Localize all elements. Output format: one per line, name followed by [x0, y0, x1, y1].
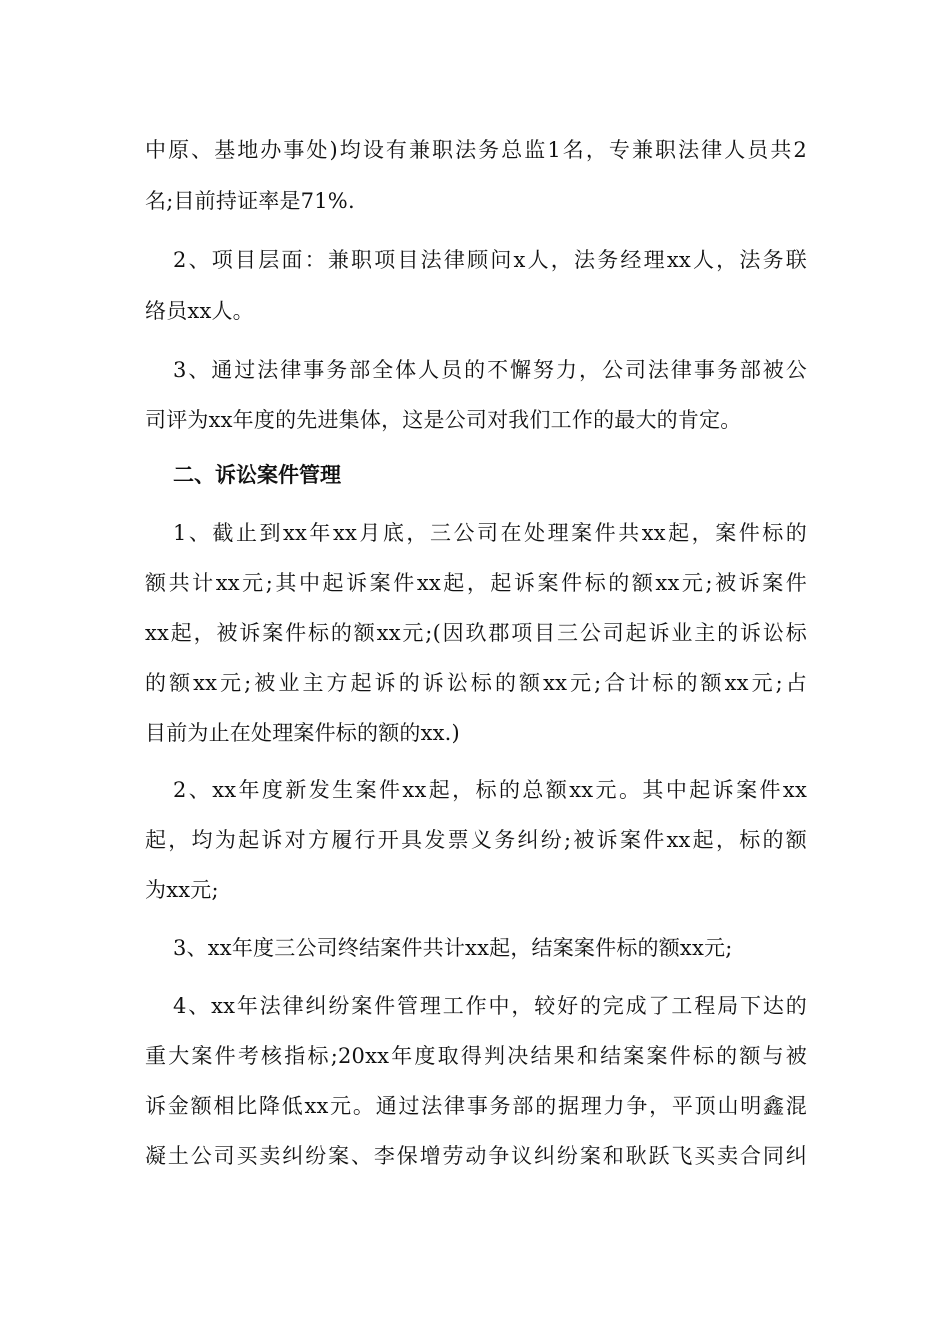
body-text-line: 为xx元;: [145, 878, 219, 902]
body-text-line: 名;目前持证率是71%.: [145, 189, 355, 213]
body-text-line: 司评为xx年度的先进集体，这是公司对我们工作的最大的肯定。: [145, 408, 742, 432]
list-item-line: 3、xx年度三公司终结案件共计xx起，结案案件标的额xx元;: [173, 936, 733, 960]
body-text-line: 中原、基地办事处)均设有兼职法务总监1名，专兼职法律人员共2: [145, 138, 807, 162]
body-text-line: 重大案件考核指标;20xx年度取得判决结果和结案案件标的额与被: [145, 1044, 807, 1068]
list-item-line: 2、项目层面：兼职项目法律顾问x人，法务经理xx人，法务联: [173, 248, 807, 272]
list-item-line: 1、截止到xx年xx月底，三公司在处理案件共xx起，案件标的: [173, 521, 807, 545]
list-item-line: 2、xx年度新发生案件xx起，标的总额xx元。其中起诉案件xx: [173, 778, 807, 802]
section-heading: 二、诉讼案件管理: [173, 463, 341, 487]
body-text-line: 诉金额相比降低xx元。通过法律事务部的据理力争，平顶山明鑫混: [145, 1094, 807, 1118]
list-item-line: 3、通过法律事务部全体人员的不懈努力，公司法律事务部被公: [173, 358, 807, 382]
body-text-line: 络员xx人。: [145, 299, 254, 323]
body-text-line: 的额xx元;被业主方起诉的诉讼标的额xx元;合计标的额xx元;占: [145, 671, 807, 695]
body-text-line: xx起，被诉案件标的额xx元;(因玖郡项目三公司起诉业主的诉讼标: [145, 621, 807, 645]
body-text-line: 目前为止在处理案件标的额的xx.): [145, 721, 460, 745]
body-text-line: 凝土公司买卖纠纷案、李保增劳动争议纠纷案和耿跃飞买卖合同纠: [145, 1144, 807, 1168]
body-text-line: 额共计xx元;其中起诉案件xx起，起诉案件标的额xx元;被诉案件: [145, 571, 807, 595]
list-item-line: 4、xx年法律纠纷案件管理工作中，较好的完成了工程局下达的: [173, 994, 807, 1018]
body-text-line: 起，均为起诉对方履行开具发票义务纠纷;被诉案件xx起，标的额: [145, 828, 807, 852]
